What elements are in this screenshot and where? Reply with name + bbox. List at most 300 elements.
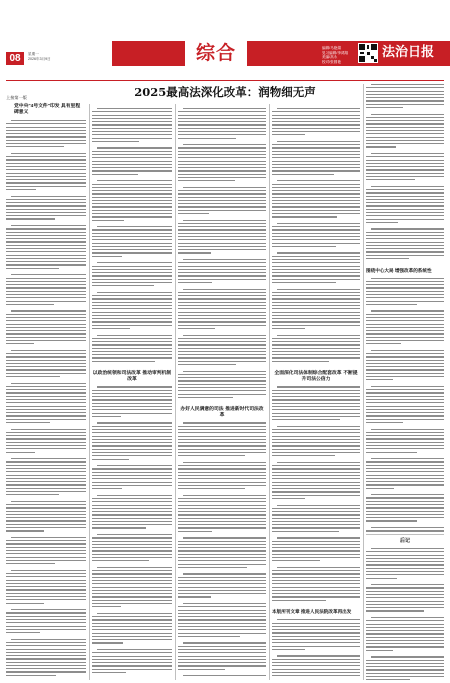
text-line [6, 123, 86, 124]
column-rule [269, 104, 270, 680]
text-line [178, 321, 266, 322]
text-line [272, 134, 305, 135]
text-line [366, 564, 444, 565]
text-line [272, 210, 360, 211]
text-line [92, 220, 124, 221]
text-line [277, 289, 360, 290]
text-line [6, 494, 59, 495]
text-line [178, 656, 266, 657]
text-line [183, 422, 266, 423]
text-line [272, 432, 360, 433]
text-line [6, 488, 86, 489]
text-line [366, 189, 444, 190]
text-line [92, 229, 172, 230]
text-column-3 [178, 108, 266, 678]
text-line [371, 186, 444, 187]
text-line [6, 238, 86, 239]
text-line [6, 228, 86, 229]
text-line [272, 226, 360, 227]
text-line [272, 213, 360, 214]
text-line [6, 218, 55, 219]
text-line [92, 432, 172, 433]
text-line [366, 353, 444, 354]
qr-code-icon[interactable] [358, 43, 378, 63]
text-line [178, 567, 247, 568]
text-line [6, 143, 86, 144]
text-line [272, 187, 360, 188]
text-line [92, 298, 172, 299]
text-line [92, 416, 121, 417]
text-line [178, 524, 266, 525]
text-line [92, 246, 172, 247]
text-line [272, 527, 360, 528]
text-line [92, 593, 172, 594]
text-line [272, 243, 360, 244]
text-line [371, 527, 444, 528]
text-line [366, 327, 444, 328]
text-line [272, 399, 360, 400]
text-line [92, 485, 172, 486]
text-line [183, 335, 266, 336]
text-line [272, 128, 360, 129]
text-line [272, 348, 360, 349]
text-line [178, 292, 266, 293]
text-line [366, 481, 444, 482]
text-line [366, 663, 444, 664]
text-line [272, 442, 360, 443]
text-line [272, 626, 360, 627]
text-line [178, 587, 266, 588]
text-line [366, 396, 444, 397]
text-line [183, 371, 266, 372]
text-line [178, 377, 266, 378]
text-line [272, 302, 360, 303]
text-line [366, 123, 444, 124]
text-line [178, 269, 266, 270]
weekday: 星期一 [28, 52, 39, 56]
text-line [6, 176, 86, 177]
text-line [178, 577, 266, 578]
text-line [92, 256, 122, 257]
text-line [366, 255, 444, 256]
text-line [6, 399, 86, 400]
text-line [272, 596, 360, 597]
text-line [6, 438, 86, 439]
text-line [178, 164, 266, 165]
text-line [366, 294, 444, 295]
text-line [366, 179, 415, 180]
text-line [178, 328, 215, 329]
text-line [6, 432, 86, 433]
text-line [272, 488, 360, 489]
text-line [92, 396, 172, 397]
text-line [92, 193, 172, 194]
text-line [97, 386, 172, 387]
text-line [178, 629, 266, 630]
text-line [272, 472, 360, 473]
text-line [6, 517, 86, 518]
text-line [6, 642, 86, 643]
text-line [92, 501, 172, 502]
text-line [92, 128, 172, 129]
text-line [366, 343, 401, 344]
text-line [92, 623, 172, 624]
text-line [272, 557, 360, 558]
text-line [371, 494, 444, 495]
text-line [366, 402, 444, 403]
text-line [97, 567, 172, 568]
text-line [178, 633, 266, 634]
text-line [178, 266, 266, 267]
text-line [178, 554, 266, 555]
text-line [97, 108, 172, 109]
text-line [277, 335, 360, 336]
text-line [92, 629, 172, 630]
text-line [92, 590, 172, 591]
text-line [178, 488, 245, 489]
text-line [178, 318, 266, 319]
text-line [6, 291, 86, 292]
text-line [272, 361, 329, 362]
text-line [366, 291, 444, 292]
text-line [92, 184, 172, 185]
text-line [272, 577, 360, 578]
text-line [272, 154, 360, 155]
text-line [6, 301, 86, 302]
lead-subtitle: 党中央"4号文件"印发 具有里程碑意义 [14, 104, 81, 115]
text-line [366, 471, 444, 472]
text-line [272, 298, 360, 299]
text-line [272, 325, 360, 326]
text-line [178, 357, 266, 358]
text-line [178, 262, 266, 263]
text-line [92, 478, 172, 479]
text-line [6, 543, 86, 544]
text-line [366, 212, 444, 213]
text-line [272, 131, 360, 132]
text-line [366, 650, 393, 651]
text-line [371, 429, 444, 430]
text-line [178, 439, 266, 440]
text-line [272, 662, 360, 663]
text-line [366, 337, 444, 338]
text-line [178, 662, 266, 663]
text-line [366, 409, 444, 410]
text-line [178, 436, 266, 437]
text-line [178, 380, 266, 381]
text-line [92, 656, 172, 657]
text-line [178, 580, 266, 581]
text-line [178, 190, 266, 191]
text-line [178, 203, 266, 204]
text-line [277, 386, 360, 387]
text-line [178, 193, 266, 194]
text-line [272, 413, 360, 414]
text-line [6, 373, 86, 374]
text-line [11, 225, 86, 226]
text-line [92, 174, 138, 175]
text-line [272, 341, 360, 342]
text-line [92, 312, 172, 313]
section-subheading: 办好人民满意的司法 推进新时代司法改革 [180, 406, 264, 419]
text-line [92, 413, 172, 414]
text-line [272, 203, 360, 204]
text-line [178, 505, 266, 506]
text-line [92, 554, 172, 555]
text-line [366, 376, 444, 377]
text-line [178, 390, 266, 391]
text-line [366, 219, 444, 220]
text-line [366, 340, 444, 341]
text-line [366, 389, 444, 390]
text-line [6, 580, 86, 581]
text-line [178, 177, 266, 178]
text-line [366, 673, 444, 674]
text-line [366, 242, 444, 243]
text-line [366, 373, 444, 374]
column-rule [175, 104, 176, 680]
text-line [366, 320, 444, 321]
text-line [178, 521, 266, 522]
text-line [272, 357, 360, 358]
editor-line: 编辑/马艳娟 [322, 46, 341, 50]
text-line [178, 564, 266, 565]
text-line [272, 573, 360, 574]
text-line [92, 295, 172, 296]
text-line [178, 475, 266, 476]
text-line [178, 452, 266, 453]
text-line [272, 256, 360, 257]
text-line [6, 215, 86, 216]
text-line [178, 134, 266, 135]
text-line [92, 213, 172, 214]
text-line [272, 295, 360, 296]
text-line [6, 294, 86, 295]
text-line [272, 161, 360, 162]
text-line [178, 206, 266, 207]
text-line [183, 675, 266, 676]
text-line [92, 583, 172, 584]
text-line [272, 642, 360, 643]
text-line [272, 190, 360, 191]
text-line [272, 478, 360, 479]
text-line [272, 465, 360, 466]
text-line [92, 187, 172, 188]
text-line [183, 108, 266, 109]
text-line [366, 287, 444, 288]
text-line [272, 649, 305, 650]
text-line [178, 384, 266, 385]
sidebar-text [366, 548, 444, 680]
text-line [371, 84, 444, 85]
text-line [6, 658, 86, 659]
text-line [272, 354, 360, 355]
text-line [366, 379, 393, 380]
text-line [366, 415, 444, 416]
text-line [92, 468, 172, 469]
text-line [92, 616, 172, 617]
text-line [92, 587, 172, 588]
text-line [6, 586, 86, 587]
text-line [366, 107, 403, 108]
text-line [11, 196, 86, 197]
column-rule [89, 104, 90, 680]
text-line [366, 646, 444, 647]
text-line [92, 279, 172, 280]
text-line [92, 354, 172, 355]
text-line [6, 471, 86, 472]
text-line [6, 675, 56, 676]
text-line [366, 432, 444, 433]
text-line [366, 317, 444, 318]
text-line [366, 146, 396, 147]
text-line [272, 403, 360, 404]
text-line [92, 619, 172, 620]
text-line [178, 325, 266, 326]
text-line [11, 120, 86, 121]
text-line [272, 315, 360, 316]
text-line [92, 275, 172, 276]
text-line [183, 537, 266, 538]
text-line [6, 475, 86, 476]
text-line [277, 223, 360, 224]
text-line [272, 629, 360, 630]
text-line [92, 505, 172, 506]
text-line [366, 166, 444, 167]
text-line [272, 124, 360, 125]
text-line [272, 170, 360, 171]
text-line [178, 560, 266, 561]
text-line [366, 561, 444, 562]
text-line [366, 448, 444, 449]
text-line [366, 304, 417, 305]
masthead [0, 0, 450, 80]
text-line [272, 275, 360, 276]
text-line [366, 202, 444, 203]
text-line [6, 596, 86, 597]
text-line [272, 206, 360, 207]
text-line [178, 229, 266, 230]
text-line [92, 626, 172, 627]
text-line [371, 617, 444, 618]
text-line [272, 390, 360, 391]
text-line [178, 649, 266, 650]
text-line [272, 321, 360, 322]
text-line [178, 361, 266, 362]
text-line [6, 668, 86, 669]
text-line [366, 117, 444, 118]
text-line [366, 520, 417, 521]
text-line [178, 147, 266, 148]
text-line [92, 341, 172, 342]
text-line [272, 406, 360, 407]
text-line [178, 541, 266, 542]
text-line [6, 573, 86, 574]
text-line [366, 660, 444, 661]
text-line [178, 200, 266, 201]
text-line [178, 387, 266, 388]
text-line [371, 584, 444, 585]
text-line [272, 305, 360, 306]
text-line [366, 248, 444, 249]
text-line [366, 143, 444, 144]
text-line [277, 180, 360, 181]
text-line [272, 547, 360, 548]
text-line [6, 530, 44, 531]
text-line [6, 412, 86, 413]
text-line [178, 246, 266, 247]
text-line [92, 328, 130, 329]
text-line [92, 399, 172, 400]
text-line [366, 163, 444, 164]
text-line [183, 603, 266, 604]
text-line [178, 344, 266, 345]
text-line [272, 550, 360, 551]
text-line [92, 403, 172, 404]
text-line [92, 161, 172, 162]
text-line [178, 583, 266, 584]
text-line [272, 498, 305, 499]
text-line [272, 151, 360, 152]
text-line [277, 462, 360, 463]
text-line [366, 578, 397, 579]
text-line [183, 144, 266, 145]
text-line [272, 147, 360, 148]
text-line [97, 292, 172, 293]
text-line [178, 315, 266, 316]
text-line [366, 97, 444, 98]
text-line [366, 676, 444, 677]
text-line [92, 580, 172, 581]
text-line [272, 495, 360, 496]
text-line [272, 482, 360, 483]
text-line [6, 327, 86, 328]
text-line [366, 435, 444, 436]
text-line [92, 659, 172, 660]
text-line [272, 279, 360, 280]
text-line [272, 121, 360, 122]
text-line [371, 386, 444, 387]
text-line [6, 442, 86, 443]
text-line [178, 442, 266, 443]
text-line [366, 137, 444, 138]
text-line [366, 627, 444, 628]
text-line [6, 409, 86, 410]
text-line [92, 216, 172, 217]
text-line [11, 429, 86, 430]
text-line [6, 389, 86, 390]
text-line [6, 622, 86, 623]
text-line [6, 212, 86, 213]
text-line [366, 604, 444, 605]
text-line [272, 229, 360, 230]
text-line [178, 432, 266, 433]
text-line [272, 583, 360, 584]
text-line [366, 87, 444, 88]
text-line [6, 320, 86, 321]
text-line [366, 419, 444, 420]
text-line [6, 166, 86, 167]
text-line [6, 445, 86, 446]
text-line [92, 455, 172, 456]
text-line [272, 518, 360, 519]
text-column-5 [366, 84, 444, 532]
text-line [272, 111, 360, 112]
text-column-2 [92, 108, 172, 678]
text-line [6, 376, 60, 377]
text-line [6, 612, 86, 613]
text-line [366, 558, 444, 559]
